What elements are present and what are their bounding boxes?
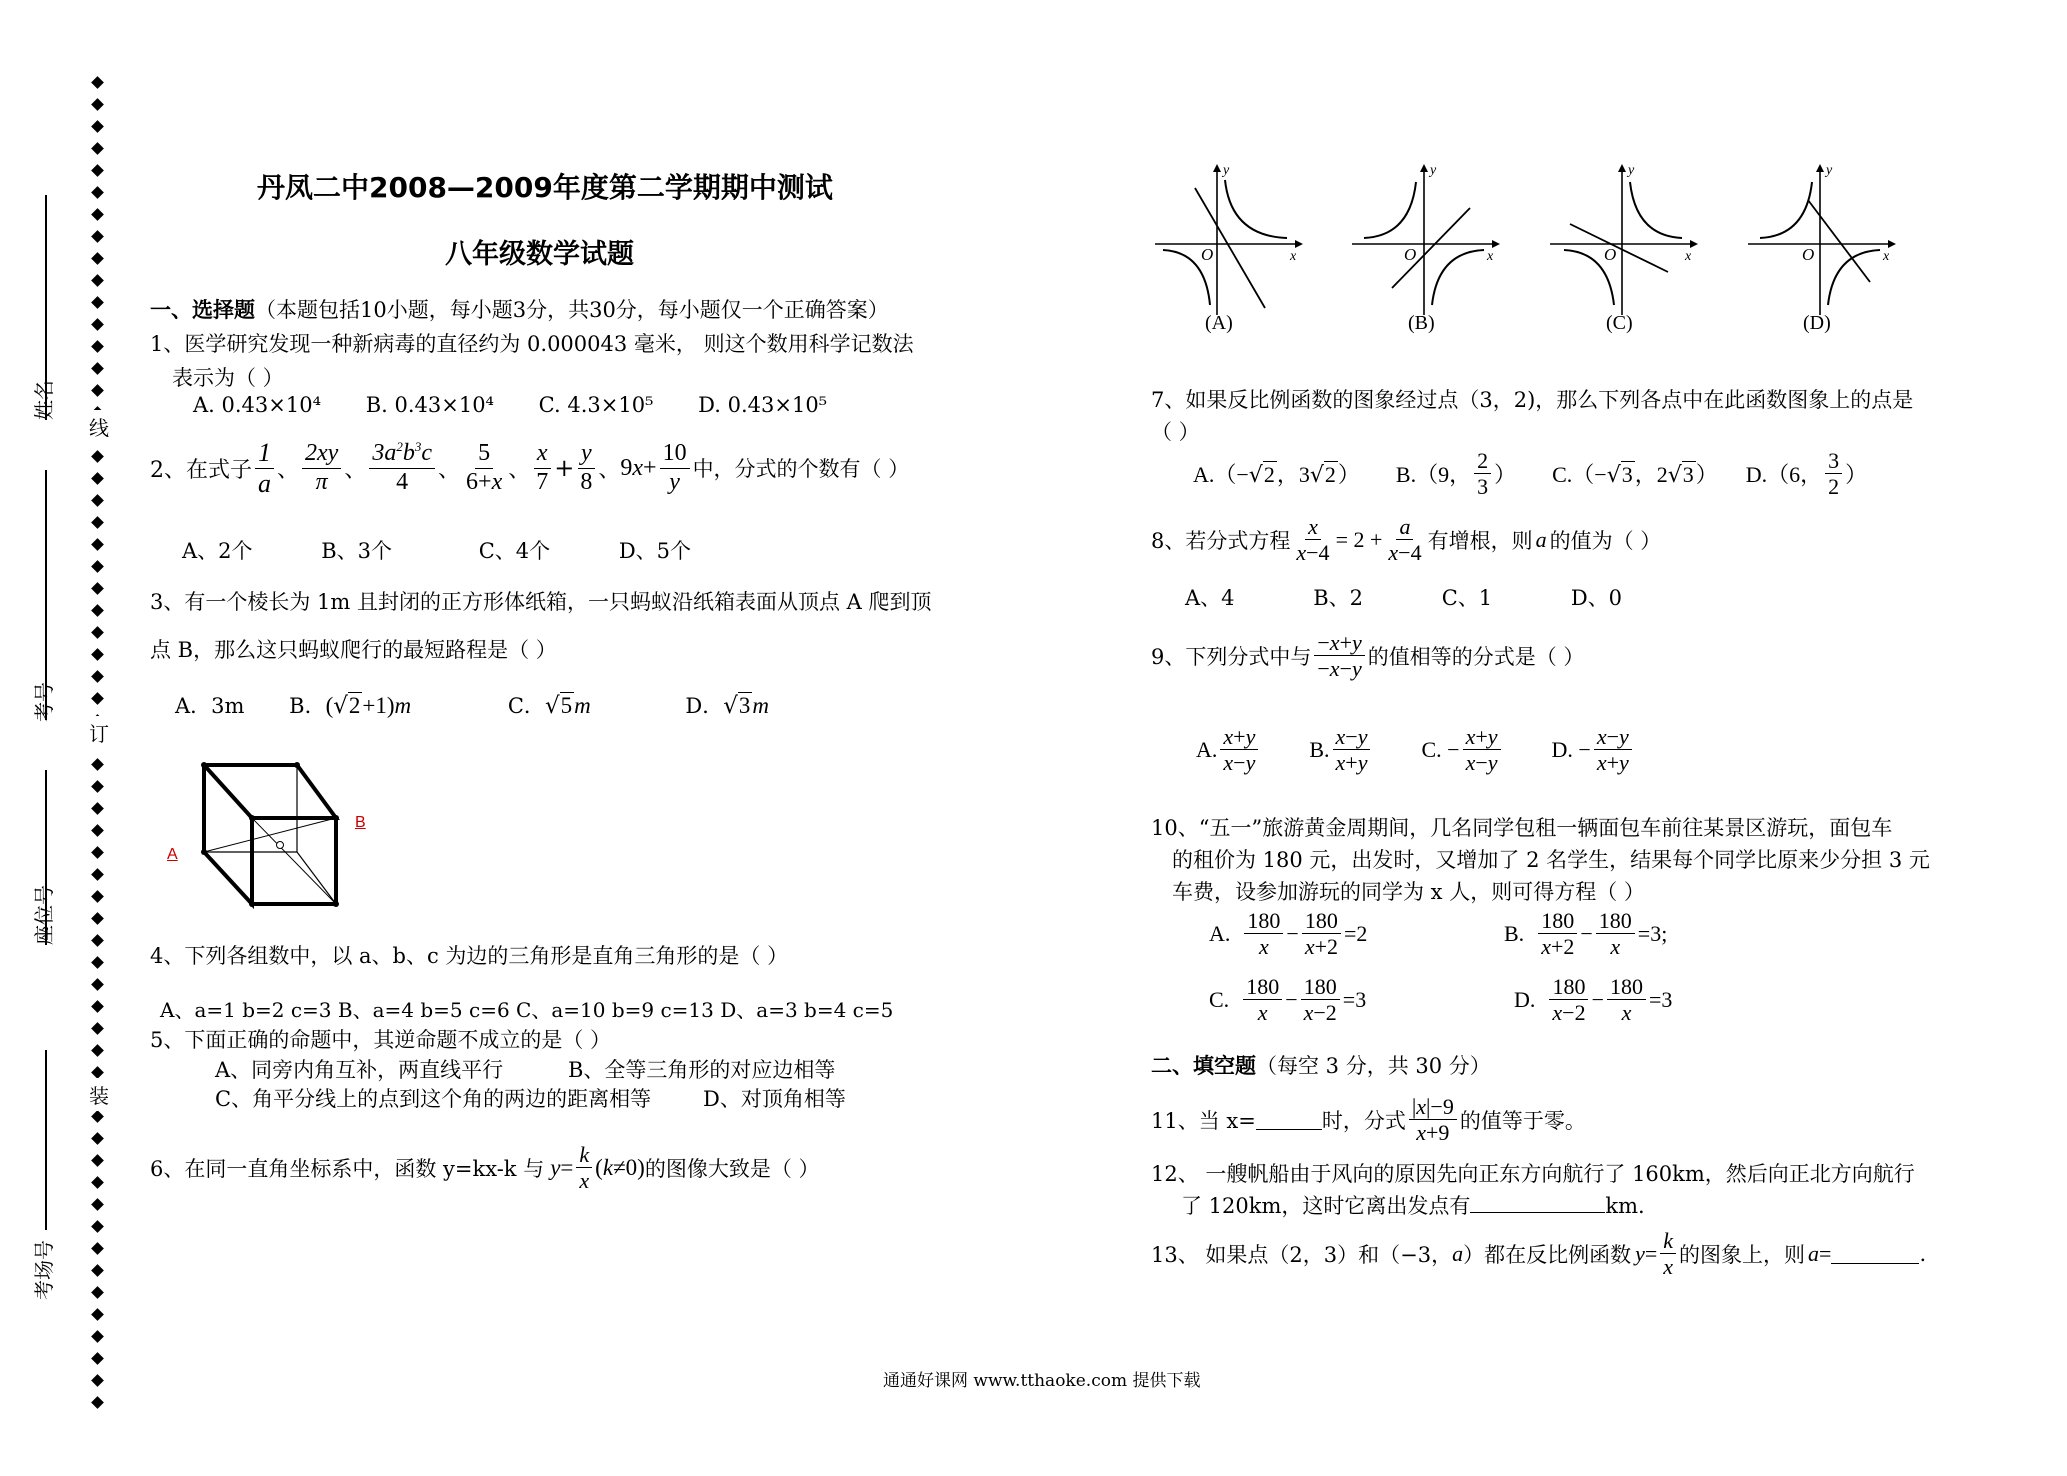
binding-diamond	[91, 692, 104, 705]
q2-option-a: A、2个	[182, 539, 253, 563]
binding-diamond	[91, 1264, 104, 1277]
q1-option-d: D. 0.43×10⁵	[698, 393, 828, 417]
q2-suffix: 中，分式的个数有（ ）	[692, 457, 910, 482]
binding-diamond	[91, 1176, 104, 1189]
q8-suffix: 有增根，则	[1427, 528, 1533, 553]
section2-note: （每空 3 分，共 30 分）	[1256, 1054, 1491, 1078]
q6-graph-d	[1748, 160, 1908, 320]
q3-option-a: A．3m	[175, 694, 245, 718]
binding-char-bind: 装	[89, 1078, 109, 1111]
section2-heading-line	[1151, 1050, 1491, 1080]
q2-option-b: B、3个	[321, 539, 393, 563]
binding-diamond	[91, 98, 104, 111]
svg-text:y: y	[1826, 163, 1833, 178]
q10-line3: 车费，设参加游玩的同学为 x 人，则可得方程（ ）	[1172, 880, 1645, 904]
binding-diamond	[91, 274, 104, 287]
q3-option-c-label: C．	[507, 694, 545, 718]
q7-option-a: A.（−√2，3√2）	[1193, 462, 1360, 489]
binding-diamond	[91, 912, 104, 925]
q8-options	[1185, 582, 1622, 612]
q12-line2-text: 了 120km，这时它离出发点有	[1181, 1194, 1471, 1218]
q1-option-b: B. 0.43×10⁴	[365, 393, 494, 417]
q3-option-b-math: (√2+1)m	[325, 693, 412, 719]
binding-diamond	[91, 1374, 104, 1387]
page-subtitle: 八年级数学试题	[445, 239, 634, 270]
svg-text:O: O	[1404, 245, 1417, 264]
binding-diamond	[91, 186, 104, 199]
q8-line: 8、若分式方程 $\frac{x}{x-4}$ = 2 + $\frac{a}{x-4}$ 有增根，则 a 的值为（ ）	[1151, 514, 1662, 566]
svg-text:x: x	[1290, 249, 1297, 264]
binding-diamond	[91, 824, 104, 837]
binding-diamond	[91, 560, 104, 573]
binding-diamond	[91, 1352, 104, 1365]
binding-diamond	[91, 956, 104, 969]
q9-option-d: D. − $\frac{x-y}{x+y}$	[1552, 724, 1635, 776]
q2-prefix: 2、在式子	[150, 457, 252, 483]
q1-option-c: C. 4.3×10⁵	[538, 393, 654, 417]
q6-graph-label-d: (D)	[1803, 312, 1831, 334]
q6-graph-label-a: (A)	[1205, 312, 1233, 334]
binding-diamond	[91, 802, 104, 815]
q1-line1: 1、医学研究发现一种新病毒的直径约为 0.000043 毫米， 则这个数用科学记数法	[150, 332, 914, 356]
label-seat: 座位号	[32, 885, 56, 945]
q10-line1: 10、“五一”旅游黄金周期间，几名同学包租一辆面包车前往某景区游玩，面包车	[1151, 816, 1893, 840]
section1-note: （本题包括10小题，每小题3分，共30分，每小题仅一个正确答案）	[255, 298, 889, 322]
binding-char-staple: 订	[89, 716, 109, 749]
q9-suffix: 的值相等的分式是（ ）	[1367, 644, 1585, 669]
q13-answer-blank[interactable]	[1831, 1243, 1919, 1264]
q3-options	[175, 690, 769, 720]
q11-prefix: 11、当 x=	[1151, 1108, 1256, 1133]
q4-text: 4、下列各组数中，以 a、b、c 为边的三角形是直角三角形的是（ ）	[150, 944, 789, 968]
q2-expr4: $\frac{5}{6+x}$	[466, 440, 503, 495]
q7-option-c: C.（−√3，2√3）	[1552, 462, 1718, 489]
binding-diamond	[91, 582, 104, 595]
q3-label-a: A	[167, 846, 178, 863]
binding-diamond	[91, 1154, 104, 1167]
q1-line2: 表示为（ ）	[172, 366, 284, 390]
binding-diamond	[91, 1110, 104, 1123]
q8-option-c: C、1	[1441, 586, 1493, 610]
q2-option-c: C、4个	[478, 539, 551, 563]
section1-heading-line	[150, 294, 889, 324]
binding-diamond	[91, 626, 104, 639]
binding-diamond	[91, 1286, 104, 1299]
q8-option-a: A、4	[1185, 586, 1235, 610]
binding-diamond	[91, 120, 104, 133]
binding-diamond	[91, 516, 104, 529]
q3-option-c-math: √5m	[544, 693, 591, 719]
q5-text: 5、下面正确的命题中，其逆命题不成立的是（ ）	[150, 1028, 612, 1052]
q8-suffix2: 的值为（ ）	[1549, 528, 1662, 553]
binding-diamond	[91, 230, 104, 243]
binding-diamond	[91, 1044, 104, 1057]
q9-options	[1196, 724, 1635, 776]
svg-text:O: O	[1201, 245, 1214, 264]
q8-prefix: 8、若分式方程	[1151, 528, 1291, 553]
svg-text:x: x	[1883, 249, 1890, 264]
q3-line1: 3、有一个棱长为 1m 且封闭的正方形体纸箱，一只蚂蚁沿纸箱表面从顶点 A 爬到顶	[150, 590, 932, 614]
q13-frac: $\frac{k}{x}$	[1660, 1228, 1676, 1280]
q6-graph-label-b: (B)	[1408, 312, 1435, 334]
q6-graph-label-c: (C)	[1606, 312, 1633, 334]
binding-diamond	[91, 318, 104, 331]
binding-diamond	[91, 384, 104, 397]
q6-prefix: 6、在同一直角坐标系中，函数 y=kx-k 与	[150, 1156, 545, 1181]
q10-option-d: D. $\frac{180}{x-2}$ − $\frac{180}{x}$ =3	[1514, 974, 1673, 1026]
q12-answer-blank[interactable]	[1470, 1192, 1605, 1213]
binding-char-line: 线	[89, 410, 109, 443]
q8-option-b: B、2	[1313, 586, 1364, 610]
svg-text:O: O	[1802, 245, 1815, 264]
q1-option-a: A. 0.43×10⁴	[193, 393, 322, 417]
q3-cube-figure	[160, 756, 390, 916]
q2-expr2: $\frac{2xy}{\pi}$	[302, 440, 341, 496]
q1-options	[193, 393, 827, 417]
binding-diamond	[91, 142, 104, 155]
q2-options	[182, 535, 691, 565]
svg-text:O: O	[1604, 245, 1617, 264]
q3-option-d-label: D．	[685, 694, 724, 718]
q2-expr6-frac: $\frac{10}{y}$	[660, 440, 690, 496]
q11-line	[1151, 1094, 1586, 1146]
binding-diamond	[91, 758, 104, 771]
binding-diamond	[91, 648, 104, 661]
margin-line-room	[45, 1050, 47, 1230]
q11-frac: $\frac{|x|-9}{x+9}$	[1409, 1094, 1457, 1146]
binding-diamond	[91, 1242, 104, 1255]
svg-text:y: y	[1430, 163, 1437, 178]
q5-option-d: D、对顶角相等	[703, 1087, 846, 1111]
q3-line2: 点 B，那么这只蚂蚁爬行的最短路程是（ ）	[150, 638, 557, 662]
q9-option-c: C. − $\frac{x+y}{x-y}$	[1421, 724, 1503, 776]
binding-diamond	[91, 1132, 104, 1145]
q2-option-d: D、5个	[618, 539, 692, 563]
section1-heading: 一、选择题	[150, 297, 255, 322]
binding-diamond	[91, 604, 104, 617]
svg-text:y: y	[1223, 163, 1230, 178]
q2-expr3: $\frac{3a^2b^3c}{4}$	[369, 440, 435, 496]
q9-option-a: A. $\frac{x+y}{x-y}$	[1196, 724, 1261, 776]
q2-expr5b: $\frac{y}{8}$	[577, 440, 595, 496]
q4-options: A、a=1 b=2 c=3 B、a=4 b=5 c=6 C、a=10 b=9 c=13 D、a=3 b=4 c=5	[160, 998, 894, 1022]
q10-option-a: A. $\frac{180}{x}$ − $\frac{180}{x+2}$ =2	[1209, 908, 1368, 960]
q8-option-d: D、0	[1570, 586, 1623, 610]
binding-diamond	[91, 538, 104, 551]
q7-option-b: B.（9， $\frac{2}{3}$ ）	[1395, 448, 1517, 500]
q11-mid: 时，分式	[1321, 1108, 1406, 1133]
binding-diamond	[91, 934, 104, 947]
svg-text:y: y	[1628, 163, 1635, 178]
binding-diamond	[91, 1308, 104, 1321]
binding-diamond	[91, 890, 104, 903]
q5-option-c: C、角平分线上的点到这个角的两边的距离相等	[215, 1087, 652, 1111]
binding-diamond	[91, 1220, 104, 1233]
binding-diamond	[91, 296, 104, 309]
svg-text:x: x	[1685, 249, 1692, 264]
binding-diamond	[91, 1396, 104, 1409]
q3-label-b: B	[355, 814, 366, 831]
binding-diamond	[91, 494, 104, 507]
q9-line	[1151, 630, 1584, 682]
footer-credit: 通通好课网 www.tthaoke.com 提供下载	[883, 1371, 1201, 1391]
q7-line1: 7、如果反比例函数的图象经过点（3，2)，那么下列各点中在此函数图象上的点是	[1151, 388, 1914, 412]
q6-line: 6、在同一直角坐标系中，函数 y=kx-k 与 y = $\frac{k}{x}$ (k≠0) 的图像大致是（ ）	[150, 1142, 820, 1194]
page-title: 丹凤二中2008—2009年度第二学期期中测试	[257, 171, 833, 204]
q13-prefix: 13、 如果点（2，3）和（−3，	[1151, 1242, 1453, 1267]
q6-suffix: 的图像大致是（ ）	[644, 1156, 820, 1181]
label-name: 姓名	[32, 380, 56, 420]
q11-answer-blank[interactable]	[1256, 1109, 1322, 1130]
q10-option-c: C. $\frac{180}{x}$ − $\frac{180}{x-2}$ =3	[1209, 974, 1367, 1026]
q13-line: 13、 如果点（2，3）和（−3， a ）都在反比例函数 y = $\frac{k}{x}$ 的图象上，则 a = .	[1151, 1228, 1927, 1280]
binding-diamond	[91, 1066, 104, 1079]
q7-option-d: D.（6， $\frac{3}{2}$ ）	[1745, 448, 1868, 500]
q7-options	[1193, 448, 1867, 500]
q6-graph-a	[1155, 160, 1315, 320]
section2-heading: 二、填空题	[1151, 1053, 1256, 1078]
q6-graph-b	[1352, 160, 1512, 320]
binding-diamond	[91, 978, 104, 991]
binding-diamond	[91, 1000, 104, 1013]
q13-suffix: 的图象上，则	[1679, 1242, 1806, 1267]
q11-suffix: 的值等于零。	[1459, 1108, 1586, 1133]
q13-mid: ）都在反比例函数	[1463, 1242, 1632, 1267]
binding-diamond	[91, 362, 104, 375]
binding-diamond	[91, 450, 104, 463]
q6-formula-frac: $\frac{k}{x}$	[576, 1142, 592, 1194]
binding-diamond	[91, 670, 104, 683]
q9-option-b: B. $\frac{x-y}{x+y}$	[1309, 724, 1373, 776]
q3-option-b-label: B．	[289, 694, 326, 718]
binding-diamond	[91, 76, 104, 89]
q9-prefix: 9、下列分式中与	[1151, 644, 1312, 669]
q2-line: 2、在式子 $\frac{1}{a}$ 、 $\frac{2xy}{\pi}$ 、 $\frac{3a^2b^3c}{4}$ 、 $\frac{5}{6+x}$ 、 $\frac{x}{7}$ + $\frac{y}{8}$ 、 9x+ $\frac{10}{y}$ 中，分式的个数有（ ）	[150, 438, 910, 498]
q8-frac1: $\frac{x}{x-4}$	[1296, 514, 1330, 566]
binding-diamond	[91, 472, 104, 485]
binding-diamond	[91, 1330, 104, 1343]
binding-diamond	[91, 868, 104, 881]
q8-frac2: $\frac{a}{x-4}$	[1388, 514, 1422, 566]
q13-end: .	[1919, 1241, 1927, 1266]
q9-frac: $\frac{-x+y}{-x-y}$	[1314, 630, 1364, 682]
q6-condition: (k≠0)	[595, 1154, 645, 1180]
label-exam-no: 考号	[32, 682, 56, 722]
q5-option-b: B、全等三角形的对应边相等	[568, 1058, 836, 1082]
binding-diamond	[91, 164, 104, 177]
q12-line1: 12、 一艘帆船由于风向的原因先向正东方向航行了 160km，然后向正北方向航行	[1151, 1162, 1915, 1186]
label-room: 考场号	[32, 1240, 56, 1300]
q10-option-b: B. $\frac{180}{x+2}$ − $\frac{180}{x}$ =3;	[1504, 908, 1668, 960]
svg-text:x: x	[1487, 249, 1494, 264]
q6-formula: y	[550, 1154, 561, 1180]
binding-diamond	[91, 340, 104, 353]
q12-line2	[1181, 1190, 1645, 1220]
q7-line2: （ ）	[1151, 420, 1200, 444]
binding-diamond	[91, 780, 104, 793]
binding-diamond	[91, 1022, 104, 1035]
q6-graph-c	[1550, 160, 1710, 320]
q2-expr5a: $\frac{x}{7}$	[533, 440, 551, 496]
binding-diamond	[91, 1198, 104, 1211]
binding-diamond	[91, 846, 104, 859]
q5-option-a: A、同旁内角互补，两直线平行	[215, 1058, 504, 1082]
binding-diamond	[91, 208, 104, 221]
q12-line2-unit: km.	[1605, 1194, 1645, 1218]
q2-expr1: $\frac{1}{a}$	[255, 438, 274, 499]
q10-line2: 的租价为 180 元，出发时，又增加了 2 名学生，结果每个同学比原来少分担 3 元	[1172, 848, 1930, 872]
q3-option-d-math: √3m	[723, 693, 770, 719]
q2-expr6: 9x+	[620, 454, 657, 481]
binding-diamond	[91, 252, 104, 265]
